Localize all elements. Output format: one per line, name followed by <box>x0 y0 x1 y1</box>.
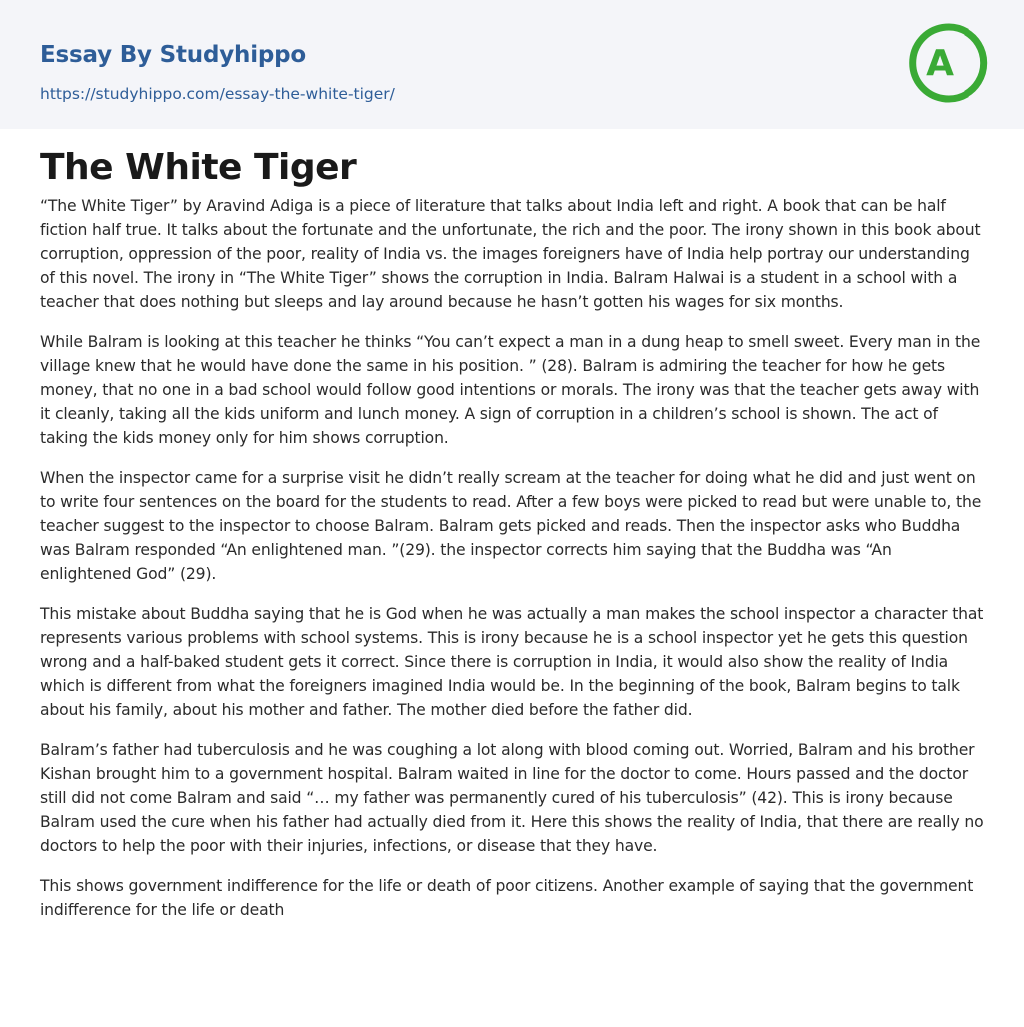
article-body <box>40 194 986 938</box>
article-paragraph: While Balram is looking at this teacher he thinks “You can’t expect a man in a dung heap to smell sweet. Every man in the village knew that he would have done the same in his position. ” (28). Balram is admiring the teacher for how he gets money, that no one in a bad school would follow good intentions or morals. The irony was that the teacher gets away with it cleanly, taking all the kids uniform and lunch money. A sign of corruption in a children’s school is shown. The act of taking the kids money only for him shows corruption. <box>40 333 981 447</box>
article-paragraph: Balram’s father had tuberculosis and he was coughing a lot along with blood coming out. Worried, Balram and his brother Kishan brought him to a government hospital. Balram waited in line for the doctor to come. Hours passed and the doctor still did not come Balram and said “… my father was permanently cured of his tuberculosis” (42). This is irony because Balram used the cure when his father had actually died from it. Here this shows the reality of India, that there are really no doctors to help the poor with their injuries, infections, or disease that they have. <box>40 741 984 855</box>
article-paragraph: When the inspector came for a surprise visit he didn’t really scream at the teacher for doing what he did and just went on to write four sentences on the board for the students to read. After a few boys were picked to read but were unable to, the teacher suggest to the inspector to choose Balram. Balram gets picked and reads. Then the inspector asks who Buddha was Balram responded “An enlightened man. ”(29). the inspector corrects him saying that the Buddha was “An enlightened God” (29). <box>40 469 982 583</box>
article-paragraph: This mistake about Buddha saying that he is God when he was actually a man makes the school inspector a character that represents various problems with school systems. This is irony because he is a school inspector yet he gets this question wrong and a half-baked student gets it correct. Since there is corruption in India, it would also show the reality of India which is different from what the foreigners imagined India would be. In the beginning of the book, Balram begins to talk about his family, about his mother and father. The mother died before the father did. <box>40 605 984 719</box>
article-title: The White Tiger <box>40 147 357 188</box>
logo-letter: A <box>926 43 954 84</box>
site-header <box>0 0 1024 129</box>
article-paragraph: “The White Tiger” by Aravind Adiga is a piece of literature that talks about India left and right. A book that can be half fiction half true. It talks about the fortunate and the unfortunate, the rich and the poor. The irony shown in this book about corruption, oppression of the poor, reality of India vs. the images foreigners have of India help portray our understanding of this novel. The irony in “The White Tiger” shows the corruption in India. Balram Halwai is a student in a school with a teacher that does nothing but sleeps and lay around because he hasn’t gotten his wages for six months. <box>40 197 981 311</box>
studyhippo-logo-icon[interactable] <box>909 18 989 108</box>
article-url-link[interactable]: https://studyhippo.com/essay-the-white-tiger/ <box>40 85 395 103</box>
site-name[interactable]: Essay By Studyhippo <box>40 42 307 68</box>
article-paragraph: This shows government indifference for the life or death of poor citizens. Another example of saying that the government indifference for the life or death <box>40 877 974 919</box>
